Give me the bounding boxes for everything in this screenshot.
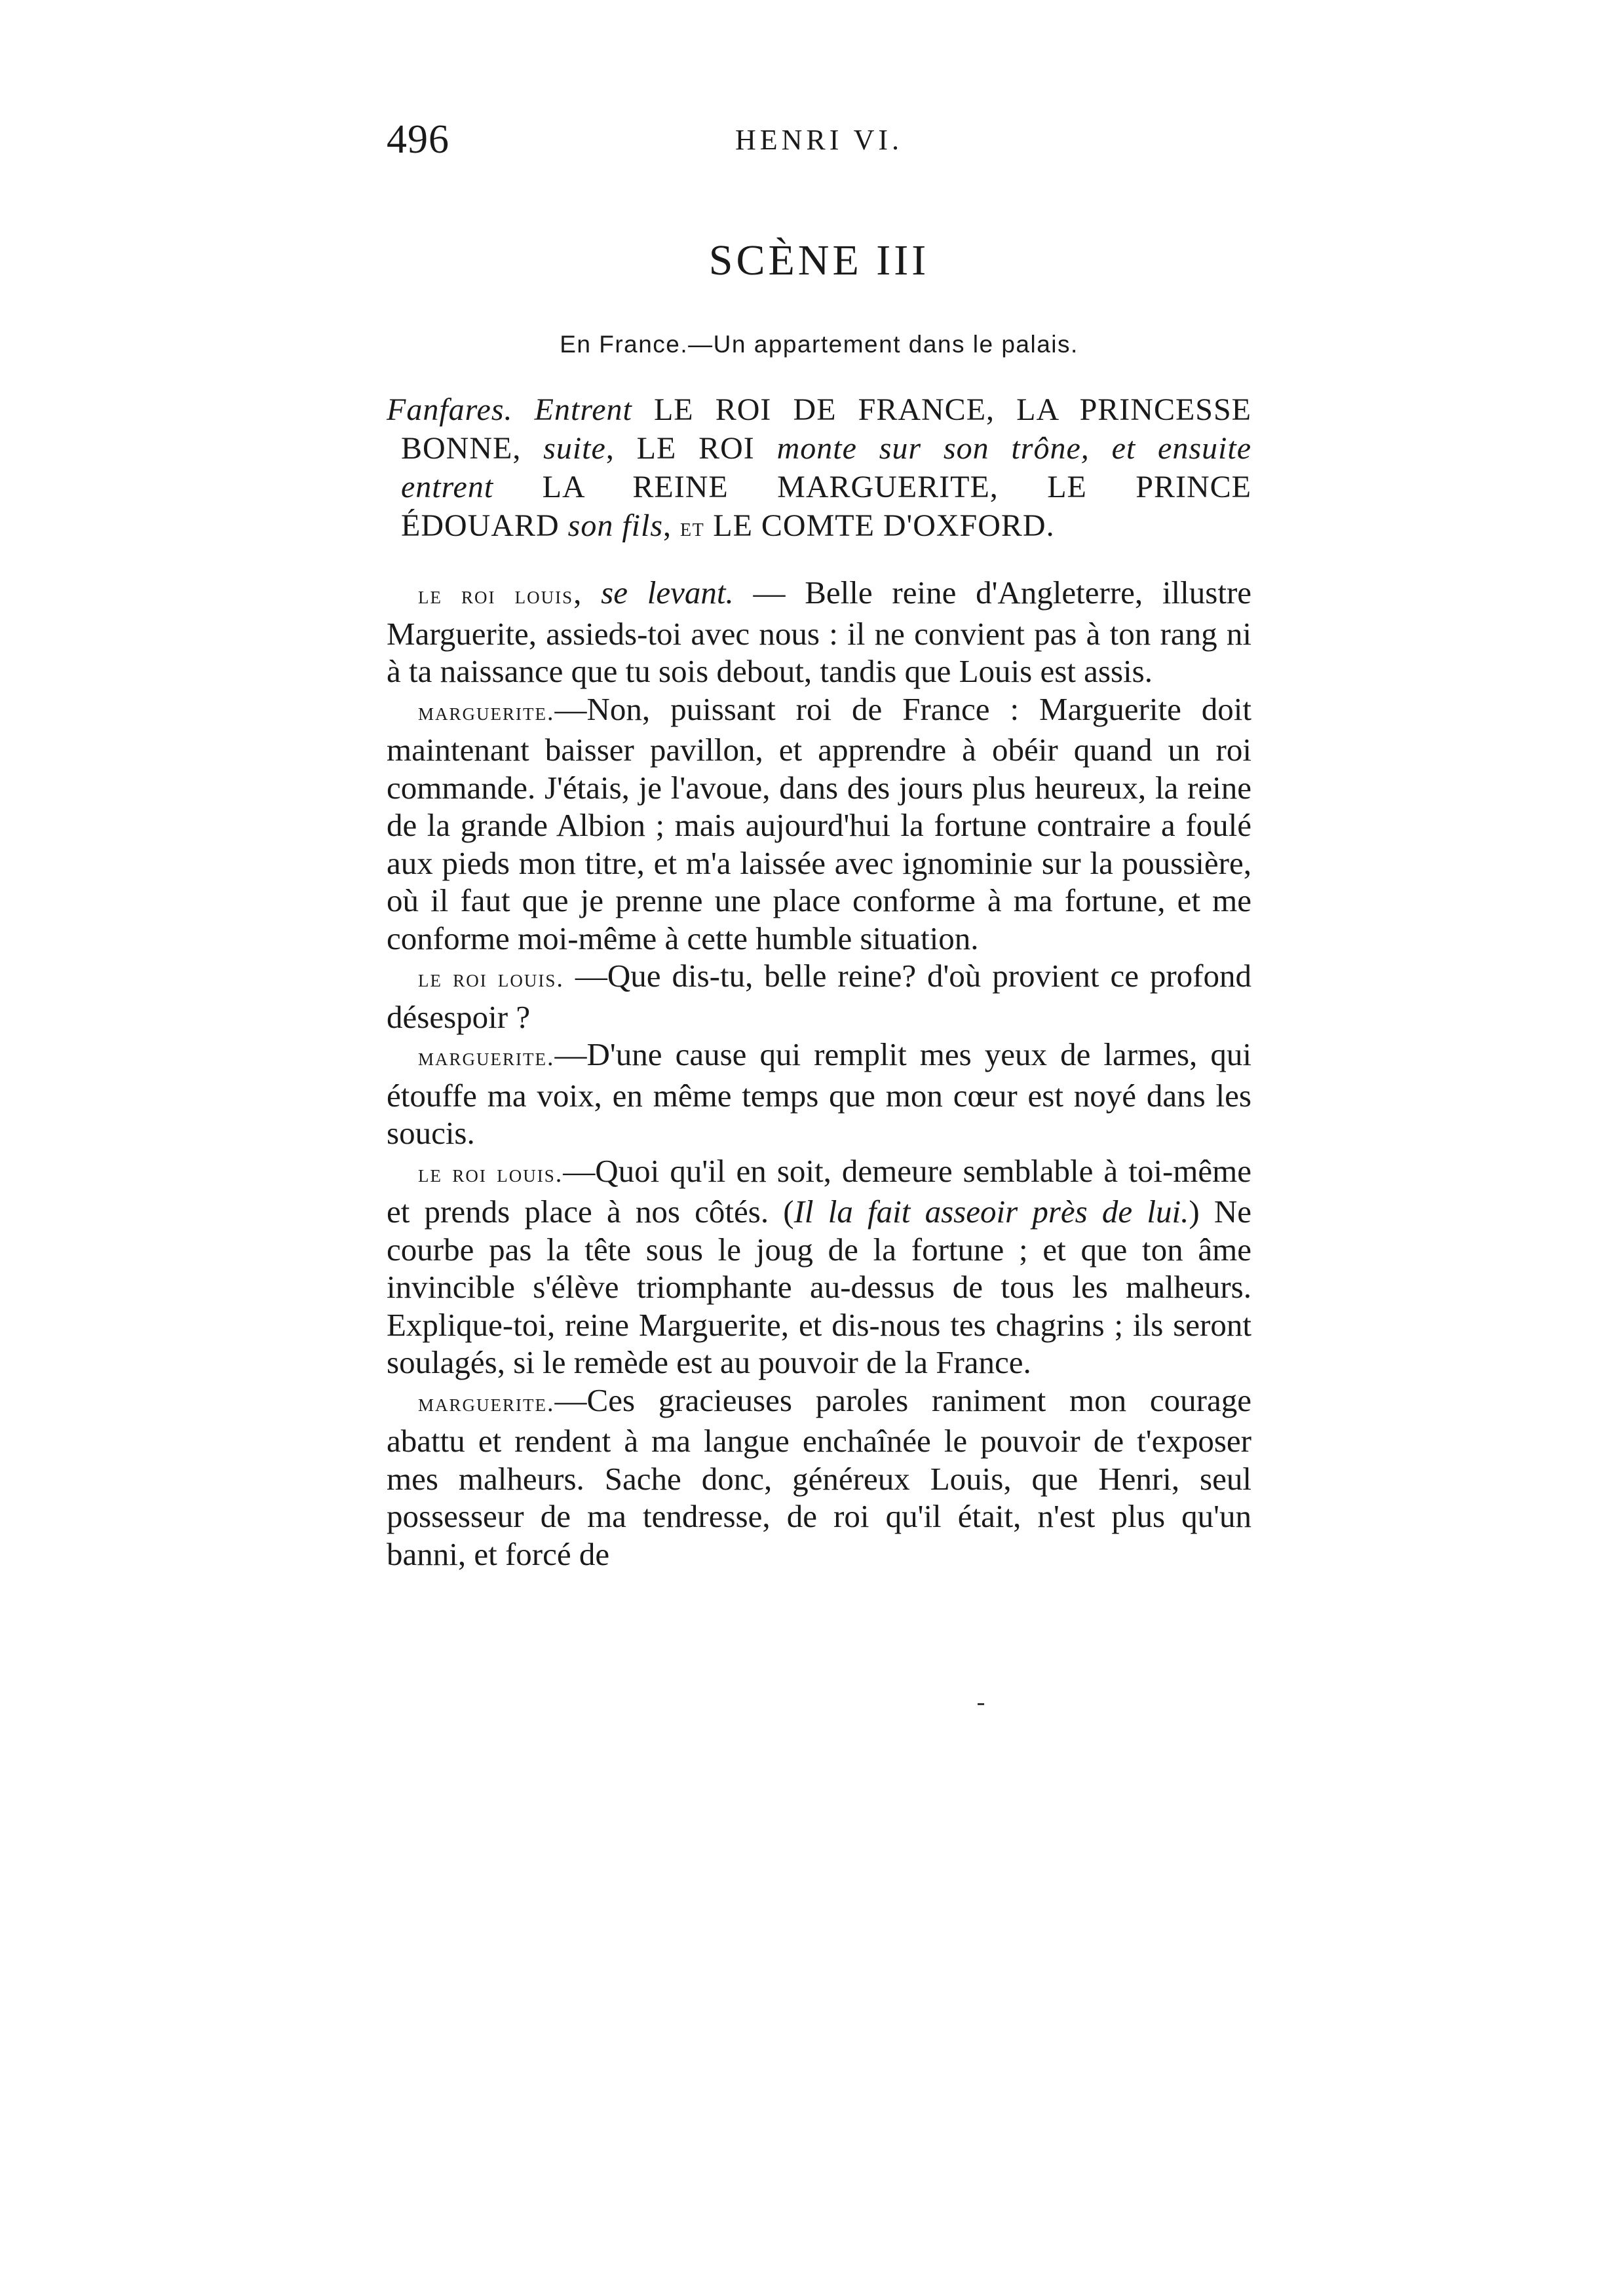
stage-direction-italic: entrent xyxy=(401,470,494,504)
stage-direction-italic: suite xyxy=(543,431,606,466)
stage-direction-line xyxy=(387,468,1251,506)
running-head xyxy=(387,117,1251,169)
opening-stage-direction xyxy=(387,390,1251,547)
page-number: 496 xyxy=(387,117,449,162)
stage-direction-line xyxy=(387,429,1251,468)
speech-marguerite-1 xyxy=(387,690,1251,958)
stage-direction-roman: LE ROI DE FRANCE, LA PRINCESSE xyxy=(632,392,1252,427)
speech-roi-louis-2 xyxy=(387,957,1251,1036)
separator: , xyxy=(573,574,601,611)
speech-text: Quoi qu'il en soit, demeure semblable à toi-même et prends place à nos côtés. ( xyxy=(387,1152,1251,1230)
stage-direction-roman: LE COMTE D'OXFORD. xyxy=(704,508,1055,543)
stage-direction-italic: son fils xyxy=(567,508,664,543)
speaker-qualifier: se levant. xyxy=(601,574,734,611)
separator: — xyxy=(563,1152,596,1189)
scene-setting: En France.—Un appartement dans le palais. xyxy=(560,331,1079,358)
speaker-name: marguerite. xyxy=(418,1389,555,1417)
separator: — xyxy=(563,958,607,994)
running-title: HENRI VI. xyxy=(735,124,904,156)
stage-direction-line xyxy=(387,390,1251,429)
speech-roi-louis-3 xyxy=(387,1152,1251,1382)
print-speck xyxy=(978,1703,984,1705)
separator: — xyxy=(554,690,587,727)
stage-direction-italic: monte sur son trône, et ensuite xyxy=(776,431,1252,466)
speaker-name: le roi louis xyxy=(418,582,574,609)
dialogue xyxy=(387,574,1251,1573)
separator: — xyxy=(554,1382,587,1418)
stage-direction-roman: LA REINE MARGUERITE, LE PRINCE xyxy=(493,470,1251,504)
stage-direction-smallcaps: et xyxy=(680,513,705,542)
stage-direction-roman: ÉDOUARD xyxy=(401,508,568,543)
speech-marguerite-2 xyxy=(387,1036,1251,1152)
stage-direction-roman: , LE ROI xyxy=(605,431,777,466)
inline-stage-direction: Il la fait asseoir près de lui. xyxy=(793,1194,1189,1230)
separator: — xyxy=(554,1036,587,1072)
speech-text: Ces gracieuses paroles raniment mon courage abattu et rendent à ma langue enchaînée le pouvoir de t'exposer mes malheurs. Sache donc, généreux Louis, que Henri, seul possesseur de ma tendresse, de roi qu'il était, n'est plus qu'un banni, et forcé de xyxy=(387,1382,1251,1572)
speech-marguerite-3 xyxy=(387,1382,1251,1573)
speaker-name: marguerite. xyxy=(418,698,555,726)
speech-text: ) Ne courbe pas la tête sous le joug de la fortune ; et que ton âme invincible s'élève triomphante au-dessus de tous les malheurs. Explique-toi, reine Marguerite, et dis-nous tes chagrins ; ils seront soulagés, si le remède est au pouvoir de la France. xyxy=(387,1194,1252,1380)
speech-text: Non, puissant roi de France : Marguerite doit maintenant baisser pavillon, et apprendre à obéir quand un roi commande. J'étais, je l'avoue, dans des jours plus heureux, la reine de la grande Albion ; mais aujourd'hui la fortune contraire a foulé aux pieds mon titre, et m'a laissée avec ignominie sur la poussière, où il faut que je prenne une place conforme à ma fortune, et me conforme moi-même à cette humble situation. xyxy=(387,690,1251,956)
speech-text: Belle reine d'Angleterre, illustre Marguerite, assieds-toi avec nous : il ne convient pas à ton rang ni à ta naissance que tu sois debout, tandis que Louis est assis. xyxy=(387,574,1252,689)
separator: — xyxy=(733,574,805,611)
speaker-name: le roi louis. xyxy=(418,1159,563,1188)
stage-direction-roman: BONNE, xyxy=(401,431,544,466)
speaker-name: marguerite. xyxy=(418,1044,555,1071)
speech-text: D'une cause qui remplit mes yeux de larmes, qui étouffe ma voix, en même temps que mon cœur est noyé dans les soucis. xyxy=(387,1036,1251,1151)
scene-title: SCÈNE III xyxy=(708,236,930,284)
stage-direction-italic: Fanfares. Entrent xyxy=(387,392,632,427)
speaker-name: le roi louis. xyxy=(418,965,564,992)
speech-text: Que dis-tu, belle reine? d'où provient ce profond désespoir ? xyxy=(387,958,1251,1035)
speech-roi-louis-1 xyxy=(387,574,1251,690)
stage-direction-roman: , xyxy=(663,508,681,543)
stage-direction-line xyxy=(387,506,1251,547)
